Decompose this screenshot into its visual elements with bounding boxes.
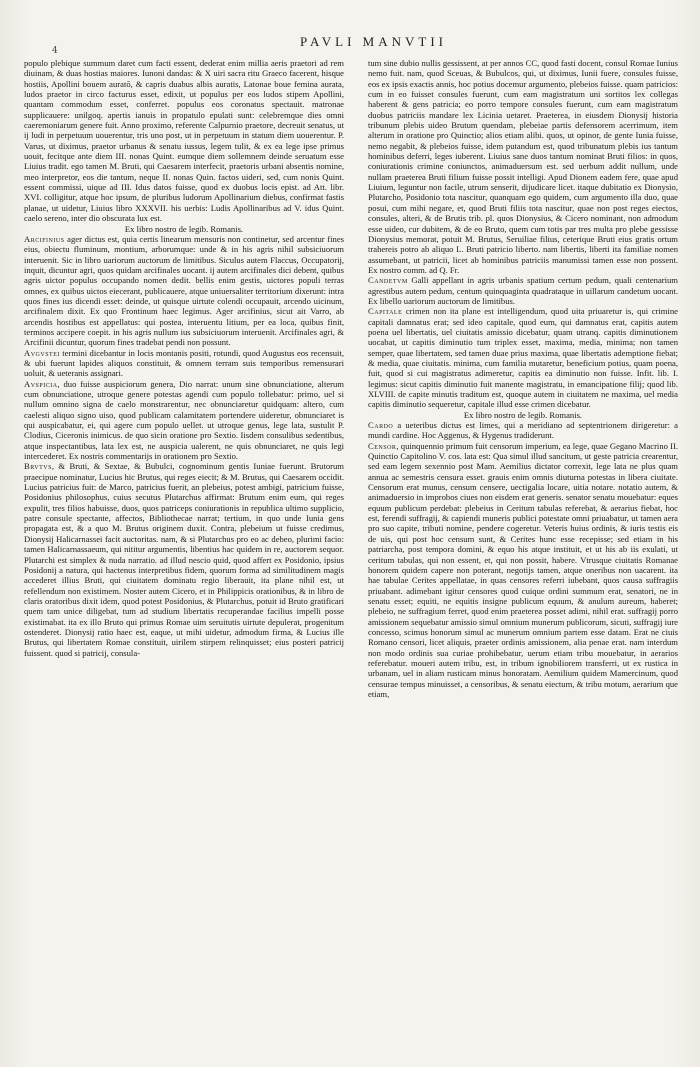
glossary-entry	[368, 441, 678, 700]
entry-text: termini dicebantur in locis montanis positi, rotundi, quod Augustus eos recensuit, & ubi fuerunt lapides aliquos constituit, & omnem terram suis temporibus remensurari uoluit, & ueteranis assignari.	[24, 347, 344, 379]
entry-headword: Arcifinius	[24, 233, 65, 244]
glossary-entry	[24, 461, 344, 658]
glossary-entry	[368, 275, 678, 306]
glossary-entry	[24, 348, 344, 379]
entry-text: ager dictus est, quia certis linearum mensuris non continetur, sed arcentur fines eius, obiectu fluminum, montium, arborumque: unde & in his agris nihil subsiciuorum interuenit. Sic in libro uariorum auctorum de limitibus. Siculus autem Flaccus, Occupatorij, inquit, dicuntur agri, quos quidam arcifinales uocant. ij autem arcifinales dici debent, quibus agris uictor populus occupando nomen dedit. bellis enim gestis, uictores populi terras omnes, ex quibus uictos eiecerant, publicauere, atque uniuersaliter territorium dixerunt: intra quos fines ius dicendi esset: deinde, ut quisque uirtute colendi occupauit, arcendo uicinum, arcifinalem dixit. Ex quo Frontinum haec legimus. Ager arcifinius, sicut ait Varro, ab arcendis hostibus est appellatus: qui postea, interuentu litium, per ea loca, quibus finit, terminos accipere coepit. in his agris nullum ius subsiciuorum interuenit. Arcifinales agri, & Arcifinii dicuntur, quorum fines tradebat pendi non possunt.	[24, 233, 344, 348]
glossary-entry	[368, 306, 678, 409]
entry-text: Galli appellant in agris urbanis spatium certum pedum, quali centenarium agrestibus autem pedum, centum quinquaginta quadrataque in uillarum candetum uocant. Ex libello uariorum auctorum de limitibus.	[368, 275, 678, 306]
right-column	[368, 58, 678, 1058]
running-head: PAVLI MANVTII	[300, 34, 447, 49]
entry-text: , duo fuisse auspiciorum genera, Dio narrat: unum sine obnunciatione, alterum cum obnunciatione, utroque genere potestas agendi cum populo tollebatur: primo, uel si nullum omnino signa de caelo monstrarentur, nec obnunciaretur quidquam: altero, cum caelesti aliquo signo uiso, quod publicam calamitatem portendere uideretur, obnunciaret is qui auspicabatur, ei, qui agere cum populo uellet. ut utroque genus, lege lata, sustulit P. Clodius, Ciceronis inimicus. de quo sicin oratione pro Sextio. Iisdem consulibus sedentibus, atque inspectantibus, lata lex est, ne auspicia ualerent, ne quis obnunciaret, ne quis legi intercederet. Ex nostris commentarijs in orationem pro Sextio.	[24, 378, 344, 462]
entry-headword: Avgvstei	[24, 347, 60, 358]
entry-text: , & Bruti, & Sextae, & Bubulci, cognominum gentis Iuniae fuerunt. Brutorum praecipue nominatur, Lucius hic Brutus, qui reges eiecit; & M. Brutus, qui Caesarem occidit. Lucius patricius fuit: de Marco, patricius fuerit, an plebeius, potest ambigi, patricium fuisse, Posidonius philosophus, cuius secutus Plutarchus affirmat: Brutum enim eum, qui reges expulit, tres filios habuisse, duos, quos patriceps coniurationis in republica ultimo supplicio, patre consule spectante, affectos, Bibliothecae narrat; tertium, in quo unde Iunia gens propagata est, & a quo M. Brutus originem duxit. Contra, plebeium ut fuisse credimus, Dionysij Halicarnassei facit auctoritas. nam, & si Plutarchus pro eo ac debeo, plurimi facio: tamen Halicarnassaeum, qui nititur argumentis, libentius hac quidem in re, auctorem sequor. Plutarchi est simplex & nuda narratio. ad illud nescio quid, quod affert ex Posidonio, ipsius Posidonij a natura, qui hactenus interpretibus fidem, quorum forma ad similitudinem magis accederet illius Bruti, qui ciuitatem dominatu regio liberauit, ita plane nihil est, ut refellendum non existimem. Noster autem Cicero, et in Philippicis orationibus, & in libro de claris oratoribus dixit idem, quod potest Posidonius, & Plutarchus, potuit id Bruto gratificari quem tam unice diligebat, tum ad studium libertatis recuperandae facilius impelli posse existimabat. ita ex illo Bruto qui primus Romae uim seruitutis uirtute depulerat, progenitum ostenderet. Dionysij ratio haec est, eaque, ut mihi uidetur, admodum firma, & Lucius ille Brutus, qui libertatem Romae constituit, uirilem stirpem relinquisset; eius posteri patricij fuissent. quod si patricij, consula-	[24, 461, 344, 658]
left-column	[24, 58, 344, 1058]
entry-headword: Brvtvs	[24, 461, 52, 472]
glossary-entry	[24, 379, 344, 462]
entry-text: a ueteribus dictus est limes, qui a meridiano ad septentrionem dirigeretur: a mundi cardine. Hoc Aggenus, & Hygenus tradiderunt.	[368, 420, 678, 441]
source-note: Ex libro nostro de legib. Romanis.	[124, 223, 244, 234]
entry-text: crimen non ita plane est intelligendum, quod uita priuaretur is, qui crimine capitali damnatus erat; sed ideo capitale, quod eum, qui damnatus erat, capitis autem poena uel libertatis, uel ciuitatis amissio dicebatur, quam utranq. capitis diminutionem uocabat, ut capitis diminutio tum triplex esset, maxima, media, minima; non tamen semper, quae libertatem, sed tamen duae prius maxima, quae libertatis ademptione fiebat; & media, quae ciuitatis. minima, cum familia mutaretur, beneficium potius, quam poena, fuit, quod si cui magistratus adimeretur, capitis ea diminutio non fuisse. Infit. lib. I. legimus: sicut capitis diminutio fuit manente magistratu, in emancipatione filij; quod lib. XLVIII. de capite minutis traditum est, quoque autem in ciuitatem ne maxima, uel media capitis diminutio sequeretur, capitale illud esse crimen dicebatur.	[368, 306, 678, 410]
entry-headword: Censor	[368, 440, 397, 451]
entry-headword: Cardo	[368, 420, 394, 431]
glossary-entry	[24, 234, 344, 348]
page-number: 4	[52, 46, 58, 56]
source-note: Ex libro nostro de legib. Romanis.	[463, 409, 583, 420]
paragraph: tum sine dubio nullis gessissent, at per annos CC, quod fasti docent, consul Romae Iunius nemo fuit. nam, quod Sceuas, & Bubulcos, qui, ut diximus, Iunii fuere, consules fuisse, eos ex ipsis exactis annis, hoc potius docemur argumento, plebeios fuisse. quam patricios: cum in eo fuisset consules fuerunt, cum eam magistratum uni sortitos lex collegas haberent & gens patricia; eo porro tempore consules fuerunt, cum eam magistratum duobus patriciis mandare lex Licinia uetaret. Praeterea, in eiusdem Dionysij historia tribunum plebis uideo Brutum quendam, plebeiae partis defensorem acerrimum, item alterum in oratione pro Quinctio; alios etiam alibi. quos, ut opinor, de gente Iunia fuisse, nemo negabit, & plebeios fuisse, idem putandum est, quod tribunatum plebis ius tantum hominibus deferri, leges iuberent. Liuius sane duos tantum nominat Bruti filios: in quos, coniurationis crimine coniunctos, animaduersum est. sed uerbum addit nullum, unde nullam praeterea Bruti filium fuisse possit intelligi. Apud Dionem eadem fere, quae apud Liuium, leguntur non facile, utrum senserit, dijudicare licet. itaque dubitatio ex Dionysio, Plutarcho, Posidonio tota nascitur, quanquam ego quidem, cum argumento illa duo, quae posui, cum mihi negare, et, quod Bruti filiis tota nascitur, quae non post reges eiectos, consules, alteri, & de Brutis trib. pl. quos Dionysius, & Cicero nominant, non admodum esse uideo, cur dubitem, & de eo Bruto, quem cum totis par tres multa pro plebe gessisse Dionysius memorat, potuit M. Brutus, Seruiliae filius, ceterique Bruti eius gratis ortum trahereis potro ab aliquo L. Bruti patricio liberto. nam libertis, liberti ita familiae nomen assumebant, ut patricii, licet ab hominibus patriciis manumissi tamen esse non possent. Ex nostro comm. ad Q. Fr.	[368, 58, 678, 275]
entry-headword: Candetvm	[368, 275, 408, 286]
entry-headword: Capitale	[368, 306, 403, 317]
entry-text: , quinquennio primum fuit censorum imperium, ea lege, quae Gegano Macrino II. Quinctio Capitolino V. cos. lata est: Qua simul illud sancitum, ut geste patricia crearentur, sed eam legem sexennio post Mam. Aemilius dictator correxit, lege lata ne plus quam annua ac semestris censura esset. grauis enim omnis diuturna potestas in libera ciuitate. Censorum erat munus, censum censere, uectigalia locare, uitia notare. notatio autem, & animaduersio in improbos ciues non eisdem erat generis. senator senatu mouebatur: eques equum publicum perdebat: plebeius in Ceritum tabulas referebat, & aerarius fiebat, hoc est, ferendi suffragij, & capiendi muneris publici potestate omni priuabatur, ut tamen aera pro suo capite, tributi nomine, pendere cogeretur. Veteris huius ordinis, & iuris testis eis de uis, qui post hoc censum sunt, & Cerites hunc esse recepisse; sed etiam in his patriarcha, post tempora domini, & equo his atque instituit, et ut his ab iis exulati, ut ceritum tabulas, qui non essent, et, qui non possit, habere. Vtrusque ciuitatis Romanae honorem quidem capere non poterant, negotijs tamen, atque oneribus non uacarent. ita hae tabulae Cerites appellatae, in quas censores referri iubebant, quos causa suffragiis priuabant. adimebant igitur censores quod cuique ordini summum erat, senatori, ne in senatu esset; equiti, ne equitis insigne publicum equum, & anulum aureum, haberet; plebeio, ne suffragium ferret, quod enim praeterea posset adimi, nihil erat. suffragij porro amissionem sequebatur amissio simul omnium munerum publicorum, sicuti, suffragij iure concesso, scimus honorum simul ac munerum omnium partem esse datam. Erat ne ciuis Romano censori, licet aliquis, praeter ordinis amissionem, alia penae erat. nam interdum non modo ordinis sua curiae prohibebatur, uerum etiam tribu mouebatur, in aerarios referebatur. moueri autem tribu, est, in tribum ignobiliorem transferri, ut ex rustica in urbanam, uel in aliam rusticam minus honoratam. Aemilium quidem Mamercinum, quod censurae tempus minuisset, a censoribus, & senatu eiectum, & tribu motum, aerarium que etiam,	[368, 440, 678, 699]
paragraph: populo plebique summum daret cum facti essent, dederat enim millia aeris praetori ad rem diuinam, & duas hostias maiores. Iunoni dandas: & X uiri sacra ritu Graeco facerent, hisque hostiis, Apollini bouem auratō, & capris duabus albis auratis, Latonae boue femina aurata, ludos praetor in circo facturus esset, edixit, ut populus per eos ludos stipem Apollini, quantam commodum esset, conferret. populus eos coronatus spectauit. matronae supplicauere: unilgoq. apertis ianuis in propatulo epulati sunt: celebremque dies omni caeremoniarum genere fuit. Anno proximo, referente Calpurnio praetore, decreuit senatus, ut ij ludi in perpetuum uouerentur, tris uno post, ut in perpetuum in statum diem uouerentur. P. Varus, ut diximus, praetor urbanus & senatu iussus, legem tulit, & ex ea lege ipse primus uouit, fecitque ante diem III. nonas Quint. eumque diem sollemnem deinde seruatum esse Liuius tradit. ego tamen M. Bruti, qui Caesarem interfecit, praetoris urbani absentis nomine, meo interpretor, eos die tantum, neque II. nonas Quin. factos uideri, sed, cum nonis Quint. essent commissi, uique ad III. Idus datos fuisse, quod ex duobus locis epist. ad Att. libr. XVI. colligitur, atque hoc ipsum, de pluribus ludorum Apollinarium diebus, confirmat fastis planae, ut uidetur, Liuius libro XXXVII. his uerbis: Ludis Apollinaribus ad V. idus Quint. caelo sereno, inter dio obscurata lux est.	[24, 58, 344, 224]
glossary-entry	[368, 420, 678, 441]
entry-headword: Avspicia	[24, 378, 58, 389]
